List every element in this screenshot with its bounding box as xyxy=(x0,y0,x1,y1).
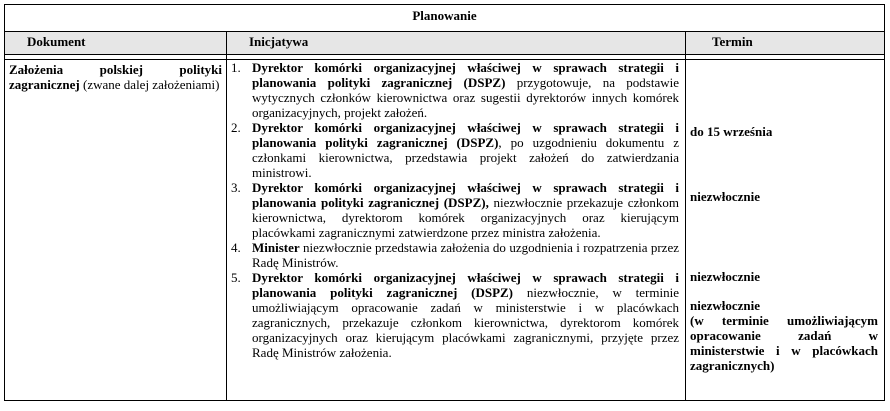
item-description: przygotowuje, na podstawie wytycznych członków kierownictwa oraz sugestii dyrektorów innych komórek organizacyjnych, projekt założeń. xyxy=(252,75,679,120)
planning-table xyxy=(4,4,885,401)
document-cell xyxy=(5,60,227,401)
table-row xyxy=(5,60,885,401)
document-alias: (zwane dalej założeniami) xyxy=(79,77,220,92)
item-description: niezwłocznie, w terminie umożliwiającym opracowanie zadań w ministerstwie i w placówkach zagranicznych, przekazuje członkom kierownictwa, dyrektorom komórek organizacyjnych oraz kierującym placówkami zagranicznymi, przyjęte przez Radę Ministrów założenia. xyxy=(252,285,679,360)
list-item xyxy=(231,180,679,240)
item-actor: Dyrektor komórki organizacyjnej właściwej w sprawach strategii i planowania polityki zagranicznej (DSPZ), xyxy=(252,180,679,210)
document-name: Założenia polskiej polityki zagranicznej xyxy=(9,62,222,92)
term-item-3: niezwłocznie xyxy=(690,189,761,204)
item-description: niezwłocznie przekazuje członkom kierownictwa, dyrektorom komórek organizacyjnych oraz kierującym placówkami zagranicznymi zatwierdzone przez ministra założenia. xyxy=(252,195,679,240)
list-item xyxy=(231,60,679,120)
term-item-5: niezwłocznie xyxy=(690,298,761,313)
item-number: 1. xyxy=(231,60,241,75)
item-number: 4. xyxy=(231,240,241,255)
item-actor: Minister xyxy=(252,240,300,255)
header-initiative: Inicjatywa xyxy=(227,32,686,55)
table-title: Planowanie xyxy=(5,5,885,32)
item-actor: Dyrektor komórki organizacyjnej właściwej w sprawach strategii i planowania polityki zagranicznej (DSPZ) xyxy=(252,120,679,150)
item-actor: Dyrektor komórki organizacyjnej właściwej w sprawach strategii i planowania polityki zagranicznej (DSPZ) xyxy=(252,60,679,90)
item-number: 2. xyxy=(231,120,241,135)
list-item xyxy=(231,240,679,270)
header-term: Termin xyxy=(686,32,885,55)
term-cell xyxy=(686,60,885,401)
item-number: 3. xyxy=(231,180,241,195)
initiative-cell xyxy=(227,60,686,401)
item-description: , po uzgodnieniu dokumentu z członkami kierownictwa, przedstawia projekt założeń do zatwierdzania ministrowi. xyxy=(252,135,679,180)
header-document: Dokument xyxy=(5,32,227,55)
item-number: 5. xyxy=(231,270,241,285)
term-item-2: do 15 września xyxy=(690,124,773,139)
item-actor: Dyrektor komórki organizacyjnej właściwej w sprawach strategii i planowania polityki zagranicznej (DSPZ) xyxy=(252,270,679,300)
term-item-4: niezwłocznie xyxy=(690,269,761,284)
term-item-5-note: (w terminie umożliwiającym opracowanie zadań w ministerstwie i w placówkach zagranicznych) xyxy=(690,313,878,373)
list-item xyxy=(231,270,679,360)
item-description: niezwłocznie przedstawia założenia do uzgodnienia i rozpatrzenia przez Radę Ministrów. xyxy=(252,240,679,270)
planning-table-container xyxy=(4,4,884,407)
list-item xyxy=(231,120,679,180)
